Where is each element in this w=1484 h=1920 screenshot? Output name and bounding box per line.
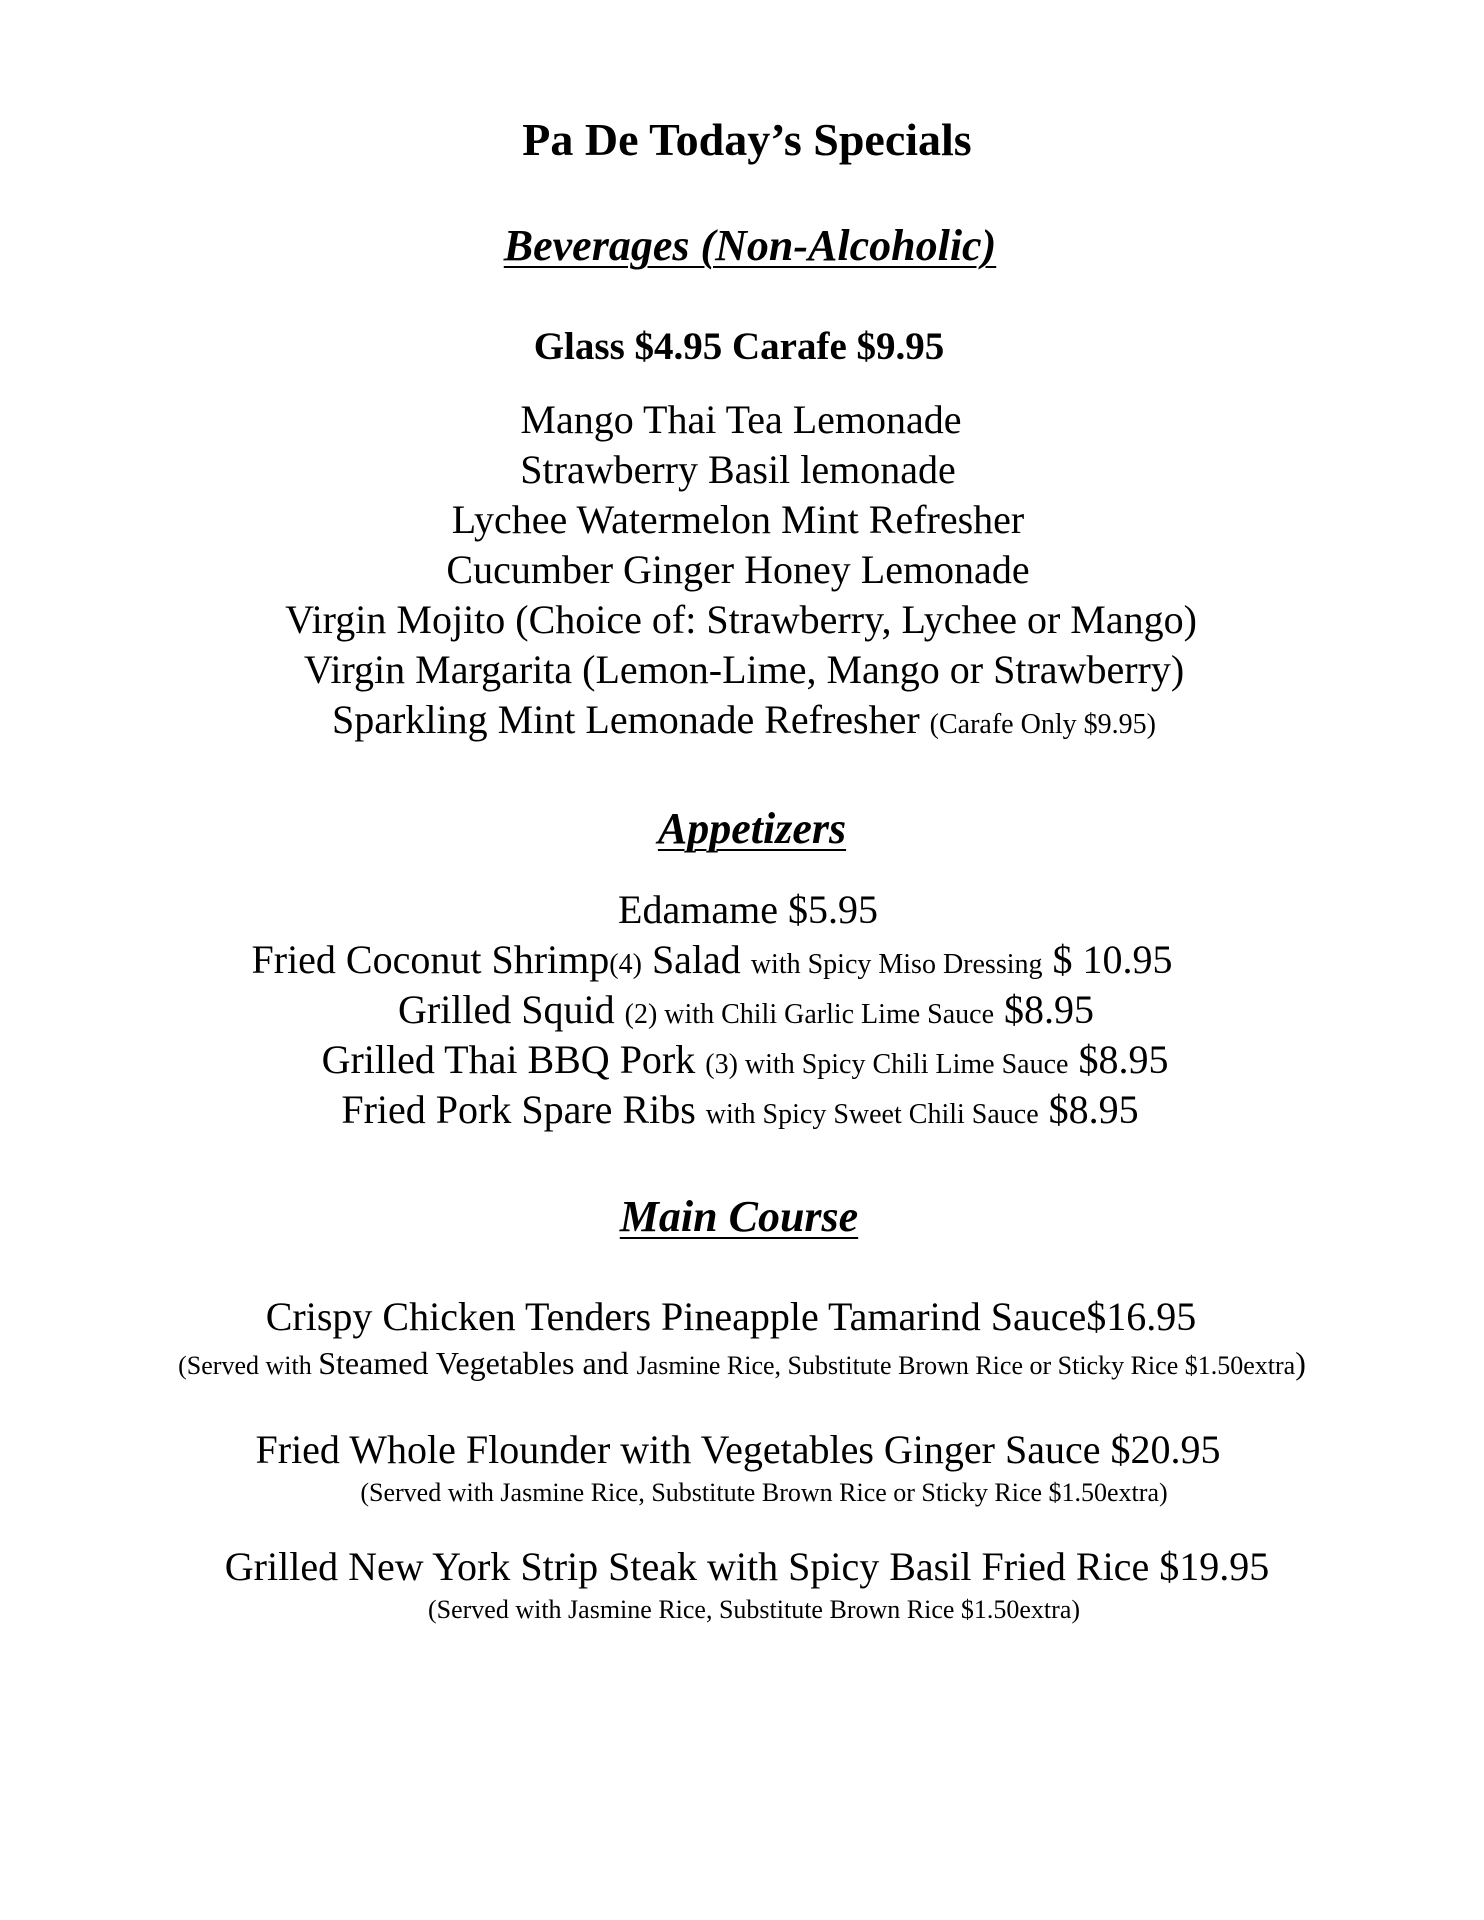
appetizer-item xyxy=(4,987,1484,1032)
main-item-name: Grilled New York Strip Steak with Spicy Basil Fried Rice $19.95 xyxy=(224,1544,1270,1589)
beverage-item: Virgin Margarita (Lemon-Lime, Mango or Strawberry) xyxy=(303,647,1185,692)
page-title: Pa De Today’s Specials xyxy=(522,114,972,165)
appetizers-heading: Appetizers xyxy=(657,804,847,853)
beverage-item: Lychee Watermelon Mint Refresher xyxy=(451,497,1025,542)
appetizer-sauce: (3) with Spicy Chili Lime Sauce xyxy=(705,1049,1069,1080)
main-course-heading: Main Course xyxy=(619,1192,859,1241)
appetizer-item xyxy=(0,1087,1482,1132)
appetizer-price: $8.95 xyxy=(994,987,1095,1032)
appetizer-price: $8.95 xyxy=(1068,1037,1169,1082)
appetizer-item xyxy=(3,1037,1484,1082)
main-item-name: Fried Whole Flounder with Vegetables Ginger Sauce $20.95 xyxy=(255,1427,1221,1472)
appetizer-sauce: with Spicy Miso Dressing xyxy=(750,949,1043,980)
appetizer-name: Fried Coconut Shrimp xyxy=(251,937,610,982)
beverages-price-line: Glass $4.95 Carafe $9.95 xyxy=(533,325,945,368)
main-item-note: (Served with Jasmine Rice, Substitute Brown Rice or Sticky Rice $1.50extra) xyxy=(360,1478,1168,1507)
appetizer-price: $8.95 xyxy=(1038,1087,1139,1132)
beverage-item: Virgin Mojito (Choice of: Strawberry, Lychee or Mango) xyxy=(285,597,1197,642)
appetizer-price: $ 10.95 xyxy=(1042,937,1173,982)
appetizer-name: Fried Pork Spare Ribs xyxy=(341,1087,706,1132)
beverage-item-last xyxy=(2,697,1484,742)
appetizer-sauce: (2) with Chili Garlic Lime Sauce xyxy=(624,999,995,1030)
appetizer-count: (4) xyxy=(609,949,642,980)
appetizer-name: Grilled Thai BBQ Pork xyxy=(321,1037,706,1082)
beverages-heading: Beverages (Non-Alcoholic) xyxy=(503,221,997,270)
appetizer-item xyxy=(6,887,1484,932)
beverage-item: Mango Thai Tea Lemonade xyxy=(520,397,962,442)
main-item-name: Crispy Chicken Tenders Pineapple Tamarind Sauce$16.95 xyxy=(265,1294,1197,1339)
main-item-note-part: Jasmine Rice, Substitute Brown Rice or Sticky Rice $1.50extra xyxy=(636,1351,1296,1380)
appetizer-subname: Salad xyxy=(641,937,751,982)
appetizer-name: Grilled Squid xyxy=(397,987,625,1032)
main-item-note xyxy=(0,1347,1484,1379)
main-item-note-part: (Served with xyxy=(178,1351,319,1380)
main-item-note: (Served with Jasmine Rice, Substitute Brown Rice $1.50extra) xyxy=(427,1595,1081,1624)
beverage-item-note: (Carafe Only $9.95) xyxy=(929,709,1156,740)
beverage-item-name: Sparkling Mint Lemonade Refresher xyxy=(332,697,920,742)
beverage-item: Cucumber Ginger Honey Lemonade xyxy=(446,547,1030,592)
appetizer-item xyxy=(0,937,1454,982)
main-item-note-part: Steamed Vegetables and xyxy=(318,1345,637,1381)
appetizer-text: Edamame $5.95 xyxy=(618,887,878,932)
beverage-item: Strawberry Basil lemonade xyxy=(520,447,956,492)
main-item-note-part: ) xyxy=(1295,1345,1306,1381)
appetizer-sauce: with Spicy Sweet Chili Sauce xyxy=(705,1099,1039,1130)
